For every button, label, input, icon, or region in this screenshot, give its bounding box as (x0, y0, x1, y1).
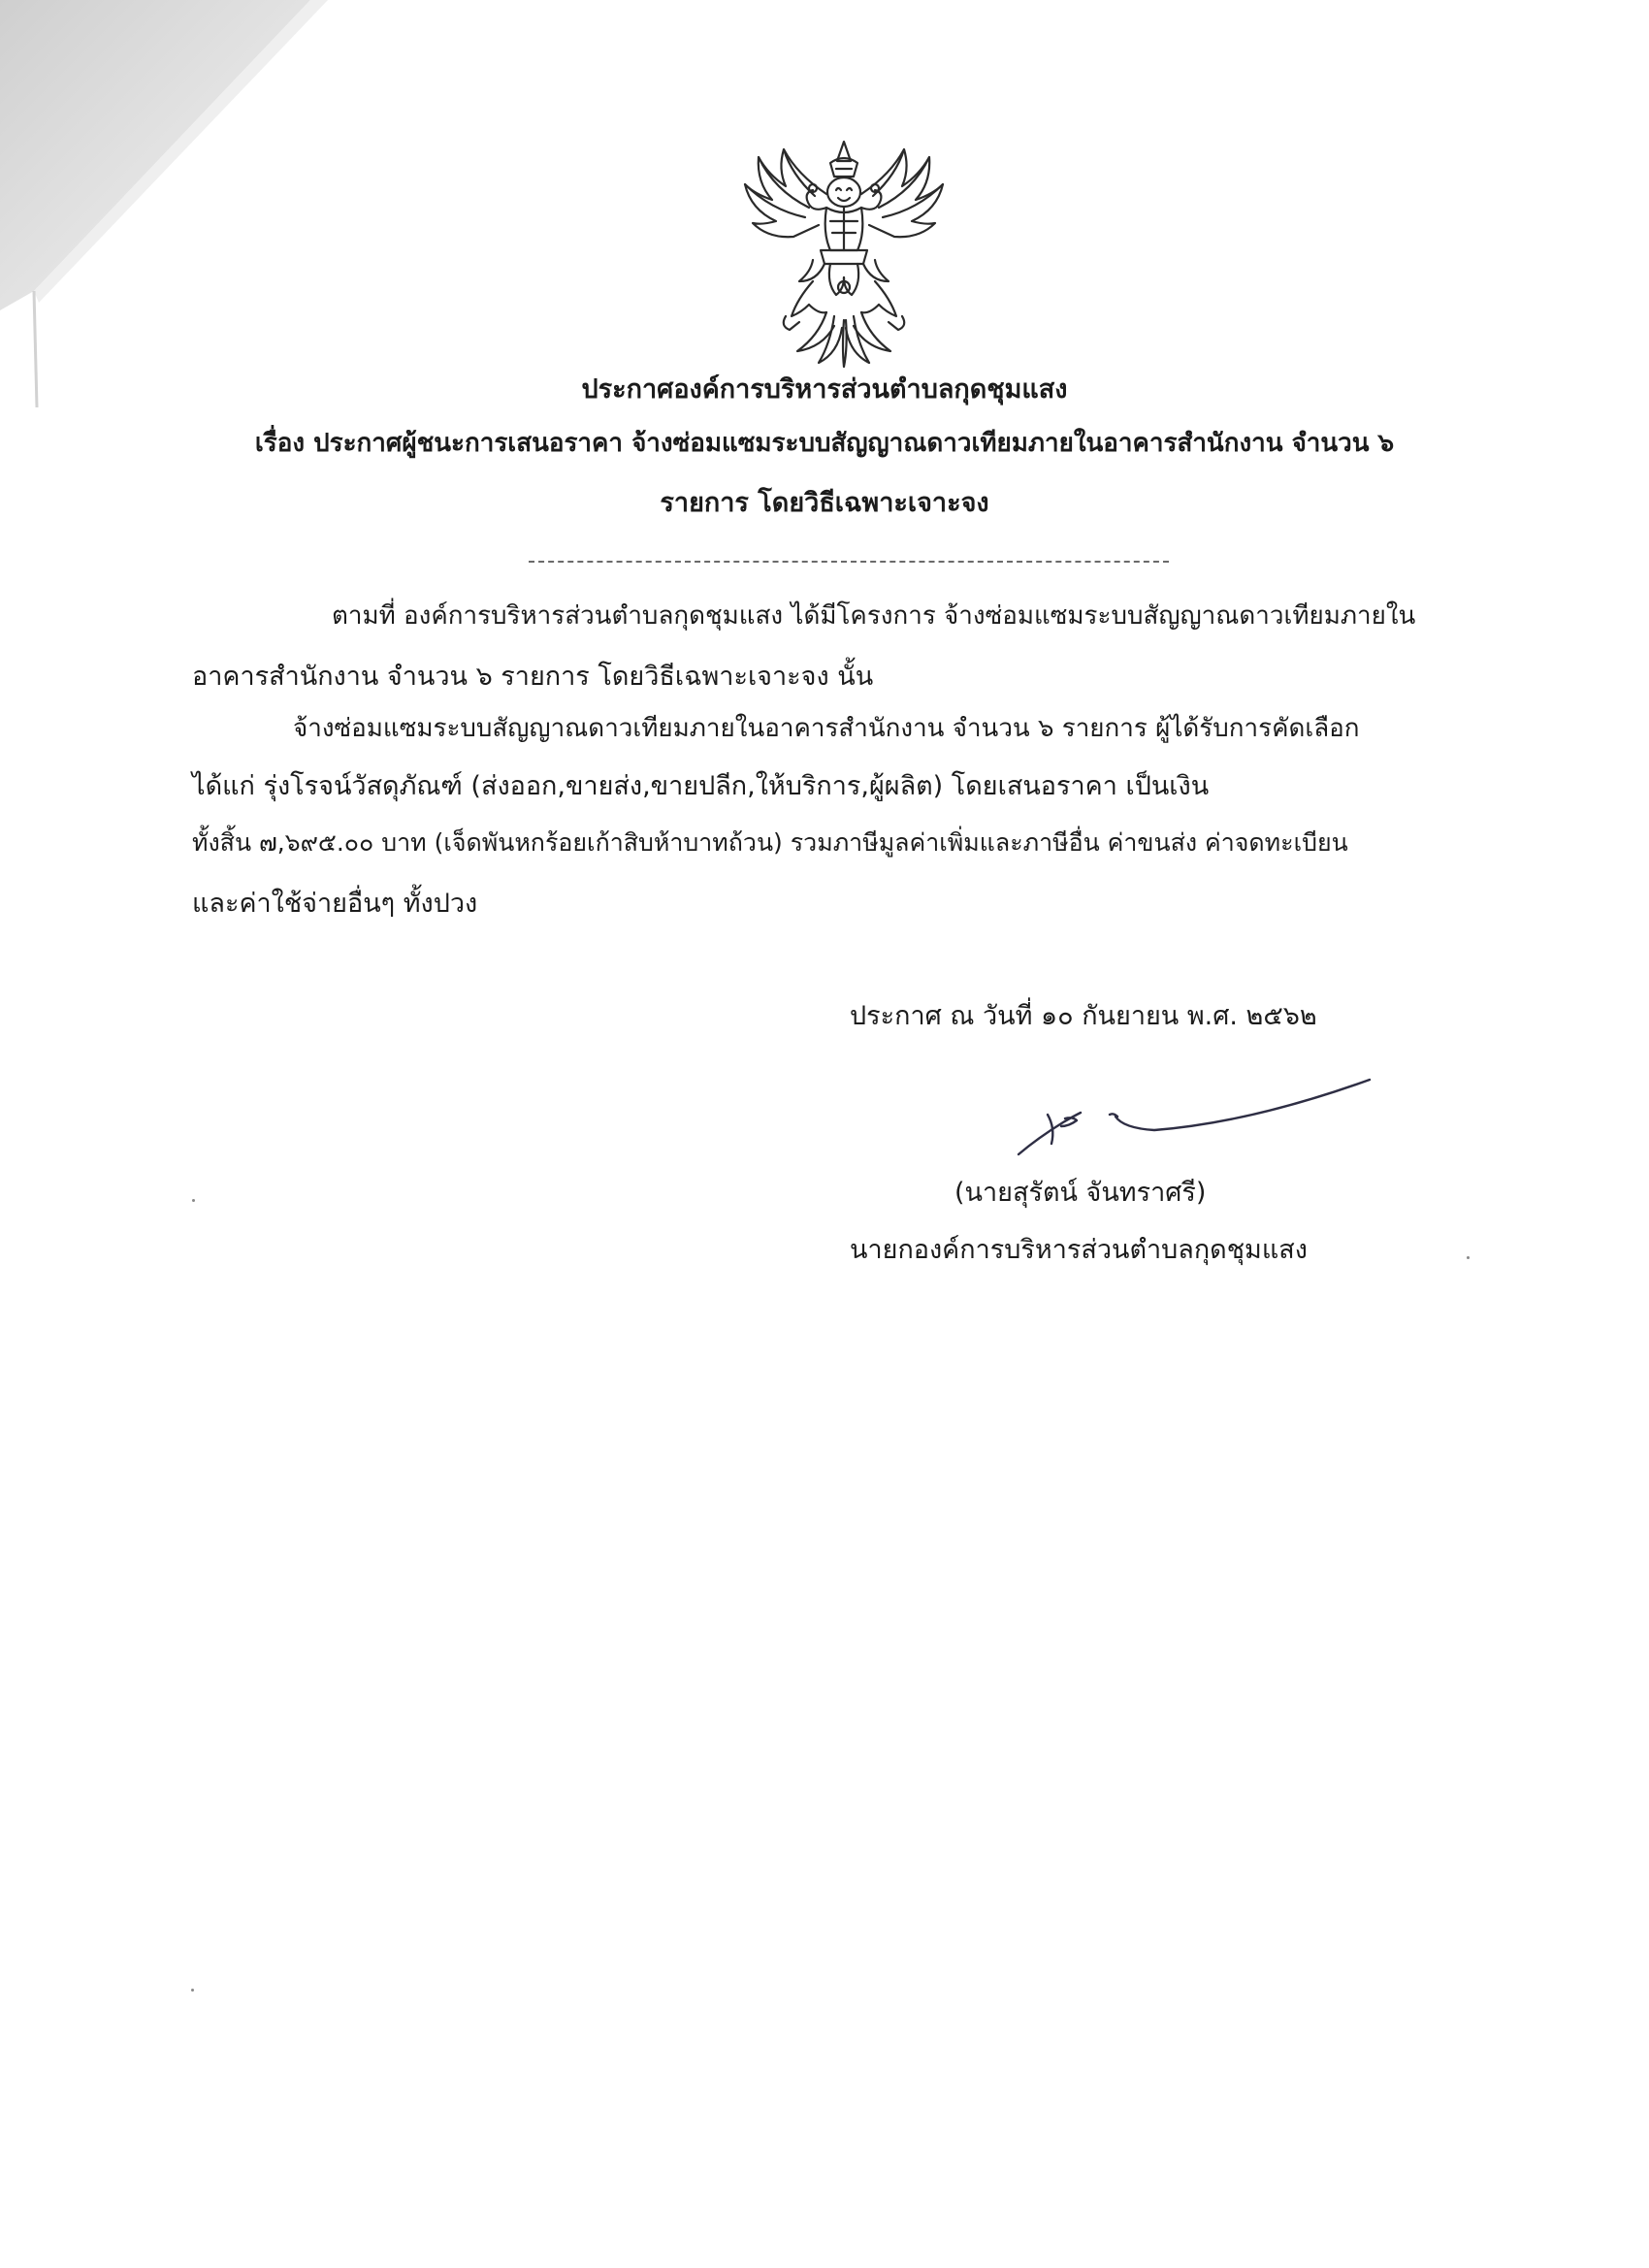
scan-speck (1467, 1256, 1470, 1259)
body-paragraph-2-line-2: ได้แก่ รุ่งโรจน์วัสดุภัณฑ์ (ส่งออก,ขายส่ง,ขายปลีก,ให้บริการ,ผู้ผลิต) โดยเสนอราคา เป็นเงิน (192, 771, 1210, 801)
handwritten-signature (1009, 1072, 1387, 1164)
body-paragraph-2-line-3: ทั้งสิ้น ๗,๖๙๕.๐๐ บาท (เจ็ดพันหกร้อยเก้าสิบห้าบาทถ้วน) รวมภาษีมูลค่าเพิ่มและภาษีอื่น ค่าขนส่ง ค่าจดทะเบียน (192, 828, 1348, 857)
signer-name: (นายสุรัตน์ จันทราศรี) (954, 1178, 1207, 1208)
body-paragraph-2-line-1: จ้างซ่อมแซมระบบสัญญาณดาวเทียมภายในอาคารสำนักงาน จำนวน ๖ รายการ ผู้ได้รับการคัดเลือก (293, 714, 1360, 743)
garuda-emblem-icon (729, 136, 958, 369)
signer-position: นายกองค์การบริหารส่วนตำบลกุดชุมแสง (850, 1235, 1308, 1265)
body-paragraph-1-line-2: อาคารสำนักงาน จำนวน ๖ รายการ โดยวิธีเฉพาะเจาะจง นั้น (192, 662, 874, 692)
scan-speck (192, 1199, 195, 1202)
announcement-subject-line-2: รายการ โดยวิธีเฉพาะเจาะจง (660, 488, 989, 518)
dashed-divider (529, 561, 1169, 563)
body-paragraph-1-line-1: ตามที่ องค์การบริหารส่วนตำบลกุดชุมแสง ได้มีโครงการ จ้างซ่อมแซมระบบสัญญาณดาวเทียมภายใน (332, 601, 1416, 631)
announcement-issuer: ประกาศองค์การบริหารส่วนตำบลกุดชุมแสง (581, 374, 1068, 405)
page-fold-shadow (0, 0, 407, 407)
announcement-subject-line-1: เรื่อง ประกาศผู้ชนะการเสนอราคา จ้างซ่อมแซมระบบสัญญาณดาวเทียมภายในอาคารสำนักงาน จำนวน ๖ (254, 429, 1395, 458)
body-paragraph-2-line-4: และค่าใช้จ่ายอื่นๆ ทั้งปวง (192, 889, 478, 919)
announcement-date: ประกาศ ณ วันที่ ๑๐ กันยายน พ.ศ. ๒๕๖๒ (850, 1001, 1317, 1031)
scan-speck (191, 1989, 194, 1992)
